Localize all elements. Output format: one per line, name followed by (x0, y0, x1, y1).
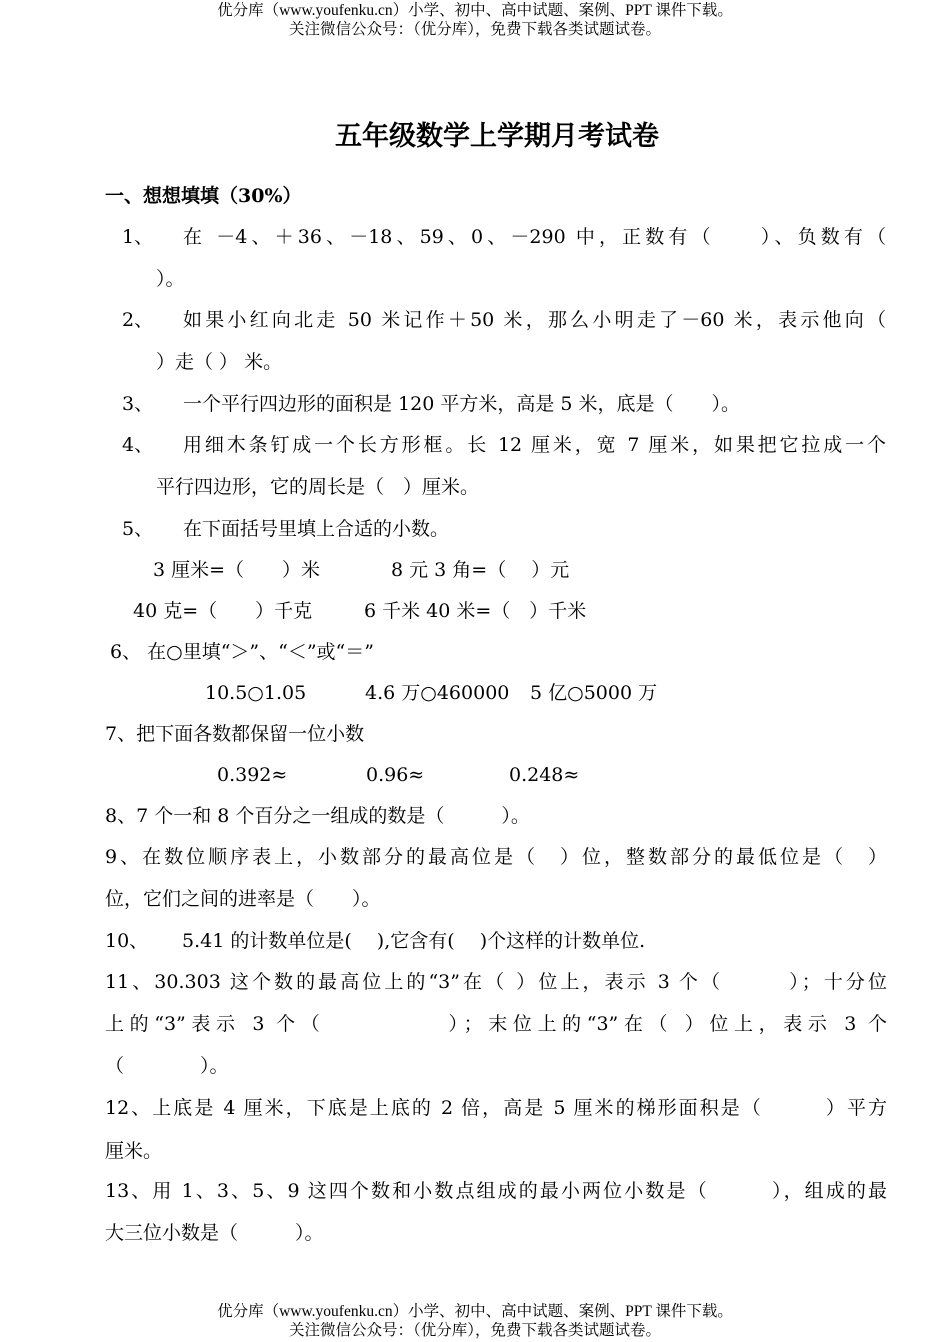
q5-item-a: 3 厘米=（ ）米 (153, 559, 321, 581)
q11-line-3: （ ）。 (105, 1055, 229, 1077)
q5-line-1: 在下面括号里填上合适的小数。 (183, 518, 450, 540)
q2-number: 2、 (122, 309, 154, 331)
q3-line-1: 一个平行四边形的面积是 120 平方米，高是 5 米，底是（ ）。 (183, 393, 741, 415)
q5-item-d: 6 千米 40 米=（ ）千米 (364, 600, 587, 622)
q12-line-2: 厘米。 (105, 1140, 163, 1162)
q9-line-2: 位，它们之间的进率是（ ）。 (105, 888, 381, 910)
q4-line-2: 平行四边形，它的周长是（ ）厘米。 (156, 476, 480, 498)
q5-item-c: 40 克=（ ）千克 (133, 600, 313, 622)
q13-line-1: 13、用 1、3、5、9 这四个数和小数点组成的最小两位小数是（ ），组成的最 (105, 1180, 887, 1202)
q6-item-b: 4.6 万○460000 (365, 682, 510, 704)
section-heading: 一、想想填填（30%） (105, 185, 302, 207)
q11-line-1: 11、30.303 这个数的最高位上的“3”在（ ）位上，表示 3 个（ ）；十分位 (105, 971, 887, 993)
q2-line-2: ）走（ ） 米。 (156, 351, 283, 373)
q10-number: 10、 (105, 930, 149, 952)
q10-line-1: 5.41 的计数单位是( ),它含有( )个这样的计数单位. (182, 930, 646, 952)
q8-line-1: 8、7 个一和 8 个百分之一组成的数是（ ）。 (105, 805, 530, 827)
q2-line-1: 如果小红向北走 50 米记作＋50 米，那么小明走了－60 米，表示他向（ (183, 309, 886, 331)
q5-number: 5、 (122, 518, 154, 540)
q5-item-b: 8 元 3 角=（ ）元 (391, 559, 570, 581)
q1-line-2: ）。 (156, 268, 185, 290)
q1-line-1: 在 －4、＋36、－18、59、0、－290 中，正数有（ ）、负数有（ (183, 226, 886, 248)
q7-item-a: 0.392≈ (217, 764, 288, 786)
q6-item-c: 5 亿○5000 万 (530, 682, 658, 704)
header-line-1: 优分库（www.youfenku.cn）小学、初中、高中试题、案例、PPT 课件下载。 (217, 2, 733, 19)
q4-number: 4、 (122, 434, 154, 456)
q1-number: 1、 (122, 226, 154, 248)
q7-item-c: 0.248≈ (509, 764, 580, 786)
q9-line-1: 9、在数位顺序表上，小数部分的最高位是（ ）位，整数部分的最低位是（ ） (105, 846, 887, 868)
page-title: 五年级数学上学期月考试卷 (335, 121, 659, 152)
footer-line-2: 关注微信公众号：（优分库），免费下载各类试题试卷。 (288, 1322, 661, 1339)
footer-line-1: 优分库（www.youfenku.cn）小学、初中、高中试题、案例、PPT 课件下载。 (217, 1303, 733, 1320)
q11-line-2: 上的“3”表示 3 个（ ）；末位上的“3”在（ ）位上，表示 3 个 (105, 1013, 887, 1035)
q12-line-1: 12、上底是 4 厘米，下底是上底的 2 倍，高是 5 厘米的梯形面积是（ ）平方 (105, 1097, 887, 1119)
q6-line-1: 6、 在○里填“＞”、“＜”或“＝” (110, 641, 374, 663)
q7-line-1: 7、把下面各数都保留一位小数 (105, 723, 365, 745)
q4-line-1: 用细木条钉成一个长方形框。长 12 厘米，宽 7 厘米，如果把它拉成一个 (183, 434, 886, 456)
header-line-2: 关注微信公众号：（优分库），免费下载各类试题试卷。 (288, 21, 661, 38)
q13-line-2: 大三位小数是（ ）。 (105, 1222, 324, 1244)
q7-item-b: 0.96≈ (366, 764, 425, 786)
q6-item-a: 10.5○1.05 (205, 682, 307, 704)
q3-number: 3、 (122, 393, 154, 415)
